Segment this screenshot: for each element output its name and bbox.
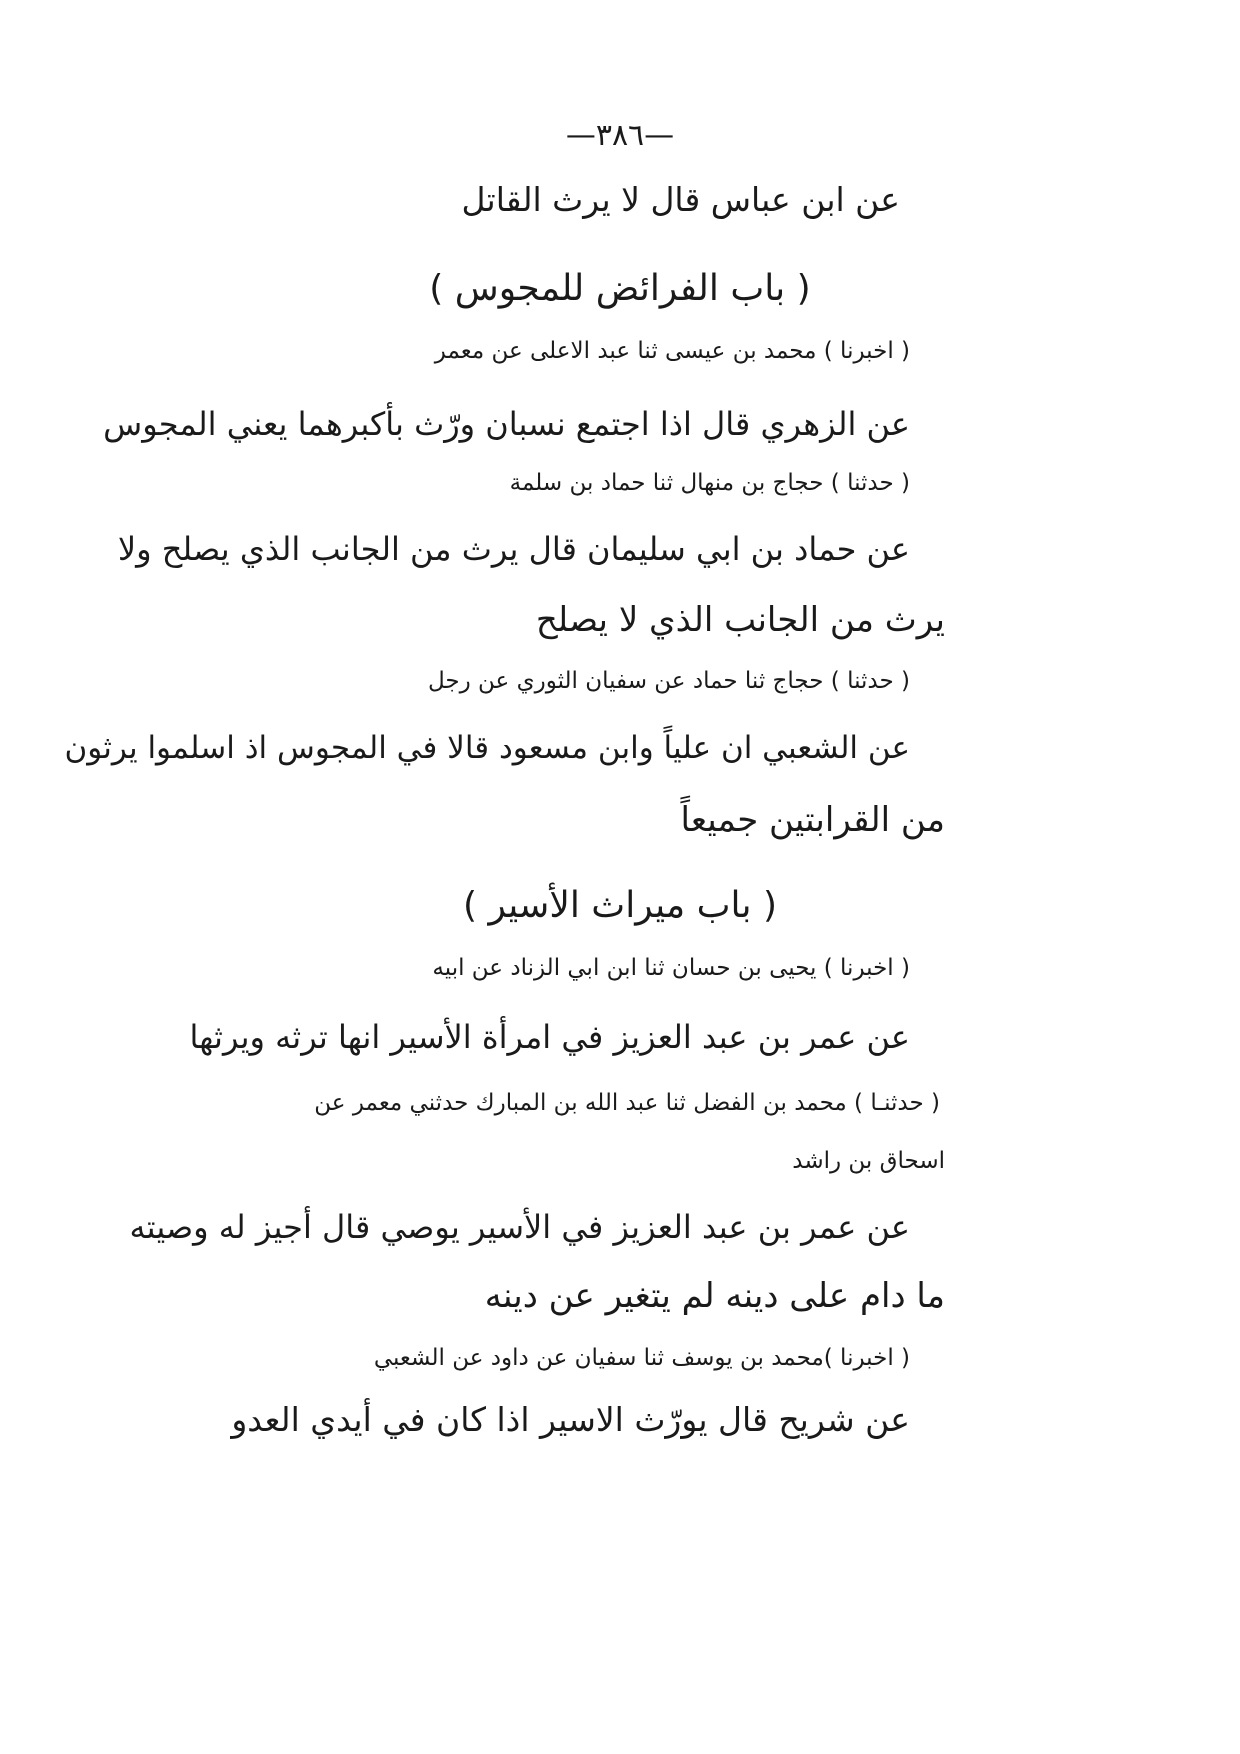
isnad-line: ( حدثنا ) حجاج بن منهال ثنا حماد بن سلمة xyxy=(509,470,910,496)
isnad-line: ( اخبرنا ) يحيى بن حسان ثنا ابن ابي الزناد عن ابيه xyxy=(432,955,910,981)
isnad-line: ( اخبرنا )محمد بن يوسف ثنا سفيان عن داود عن الشعبي xyxy=(373,1345,910,1371)
isnad-line: ( حدثنـا ) محمد بن الفضل ثنا عبد الله بن المبارك حدثني معمر عن xyxy=(314,1090,940,1116)
section-heading-captive-inheritance: ( باب ميراث الأسير ) xyxy=(462,885,778,926)
narration-line: عن ابن عباس قال لا يرث القاتل xyxy=(461,180,900,219)
isnad-line: ( حدثنا ) حجاج ثنا حماد عن سفيان الثوري عن رجل xyxy=(427,668,910,694)
narration-continuation: يرث من الجانب الذي لا يصلح xyxy=(535,600,945,640)
narration-line: عن شريح قال يورّث الاسير اذا كان في أيدي العدو xyxy=(231,1400,910,1439)
narration-line: عن عمر بن عبد العزيز في امرأة الأسير انها ترثه ويرثها xyxy=(189,1018,910,1056)
page-number: —٣٨٦— xyxy=(565,118,675,153)
narration-continuation: من القرابتين جميعاً xyxy=(680,800,945,840)
section-heading-magi-inheritance: ( باب الفرائض للمجوس ) xyxy=(429,268,811,309)
isnad-line: ( اخبرنا ) محمد بن عيسى ثنا عبد الاعلى عن معمر xyxy=(434,338,910,364)
narration-line: عن الشعبي ان علياً وابن مسعود قالا في المجوس اذ اسلموا يرثون xyxy=(64,730,910,766)
narration-continuation: ما دام على دينه لم يتغير عن دينه xyxy=(484,1276,945,1316)
isnad-continuation: اسحاق بن راشد xyxy=(792,1148,945,1174)
narration-line: عن حماد بن ابي سليمان قال يرث من الجانب الذي يصلح ولا xyxy=(117,530,910,568)
narration-line: عن عمر بن عبد العزيز في الأسير يوصي قال أجيز له وصيته xyxy=(129,1208,910,1246)
narration-line: عن الزهري قال اذا اجتمع نسبان ورّث بأكبرهما يعني المجوس xyxy=(103,405,910,443)
